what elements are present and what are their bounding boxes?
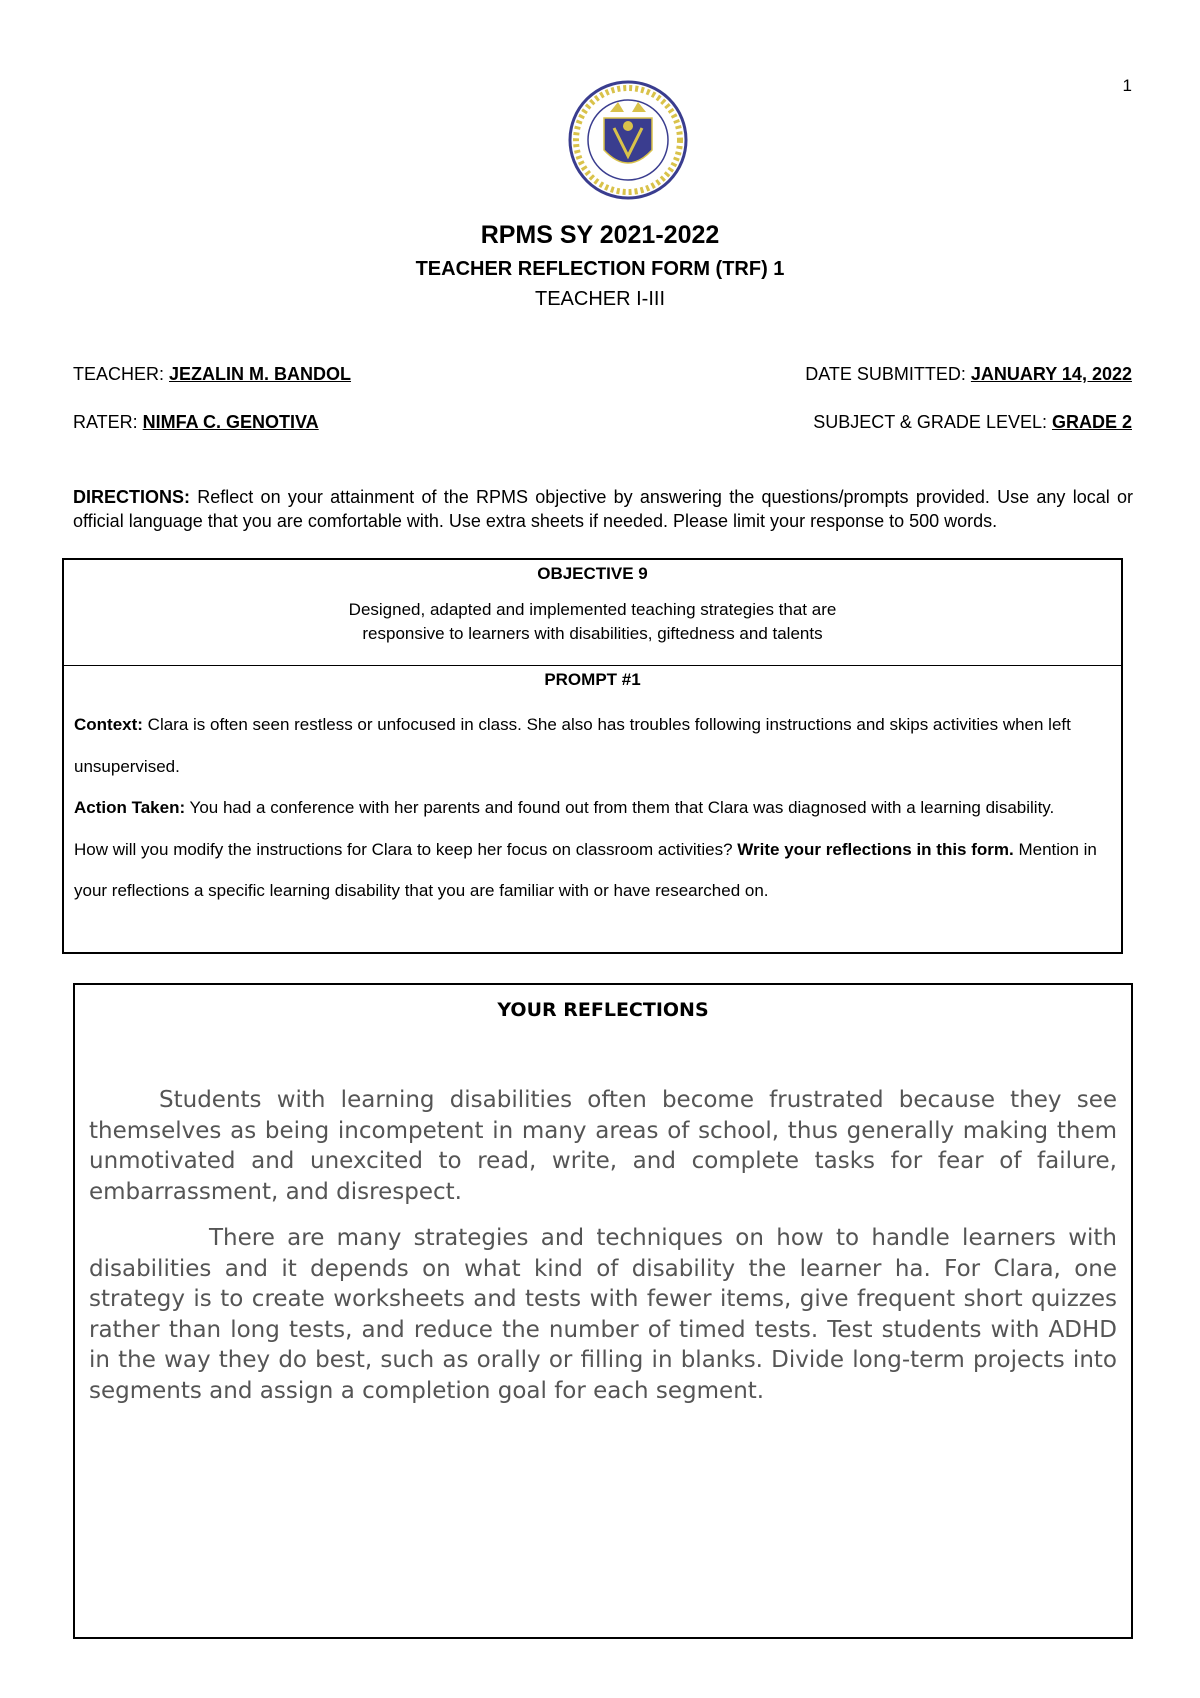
objective-cell xyxy=(64,560,1121,666)
directions-label: DIRECTIONS: xyxy=(73,487,190,507)
objective-title: OBJECTIVE 9 xyxy=(537,564,648,583)
teacher-value: JEZALIN M. BANDOL xyxy=(169,364,352,384)
objective-line-1: Designed, adapted and implemented teaching strategies that are xyxy=(348,600,837,619)
objective-prompt-table xyxy=(62,558,1123,954)
rater-field xyxy=(73,412,319,433)
position-title: TEACHER I-III xyxy=(534,288,665,310)
context-label: Context: xyxy=(74,715,143,734)
teacher-label: TEACHER: xyxy=(73,364,170,384)
date-submitted-label: DATE SUBMITTED: xyxy=(805,364,971,384)
form-title: RPMS SY 2021-2022 xyxy=(480,221,720,249)
action-label: Action Taken: xyxy=(74,798,186,818)
rater-value: NIMFA C. GENOTIVA xyxy=(142,412,319,432)
reflections-box xyxy=(73,983,1133,1639)
question-tail: Mention in your reflections a specific learning disability that you are familiar with or have researched on. xyxy=(74,839,1097,901)
date-submitted-value: JANUARY 14, 2022 xyxy=(970,364,1132,384)
reflection-paragraph-2: There are many strategies and techniques on how to handle learners with disabilities and it depends on what kind of disability the learner ha. For Clara, one strategy is to create worksheets and tests with fewer items, give frequent short quizzes rather than long tests, and reduce the number of timed tests. Test students with ADHD in the way they do best, such as orally or filling in blanks. Divide long-term projects into segments and assign a completion goal for each segment. xyxy=(89,1225,1117,1404)
question-bold: Write your reflections in this form. xyxy=(737,839,1014,859)
directions xyxy=(73,485,1133,533)
reflections-title: YOUR REFLECTIONS xyxy=(497,999,709,1021)
action-text: You had a conference with her parents and found out from them that Clara was diagnosed with a learning disability. xyxy=(185,798,1055,818)
deped-seal-icon xyxy=(566,78,690,202)
subject-grade-field xyxy=(813,412,1132,433)
prompt-body xyxy=(74,704,1114,912)
context-text: Clara is often seen restless or unfocused in class. She also has troubles following instructions and skips activities when left unsupervised. xyxy=(74,715,1071,776)
prompt-title: PROMPT #1 xyxy=(544,670,641,689)
objective-line-2: responsive to learners with disabilities, giftedness and talents xyxy=(362,624,823,643)
directions-text: Reflect on your attainment of the RPMS objective by answering the questions/prompts provided. Use any local or official language that you are comfortable with. Use extra sheets if needed. Please limit your response to 500 words. xyxy=(73,487,1133,531)
question-text: How will you modify the instructions for Clara to keep her focus on classroom activities? xyxy=(74,839,738,859)
teacher-field xyxy=(73,364,351,385)
prompt-context xyxy=(74,704,1114,787)
reflection-paragraph-1: Students with learning disabilities often become frustrated because they see themselves as being incompetent in many areas of school, thus generally making them unmotivated and unexcited to read, write, and complete tasks for fear of failure, embarrassment, and disrespect. xyxy=(89,1087,1117,1205)
prompt-action xyxy=(74,787,1114,829)
prompt-question xyxy=(74,829,1114,912)
reflections-body xyxy=(89,1085,1117,1422)
page-number: 1 xyxy=(1122,76,1132,95)
subject-grade-value: GRADE 2 xyxy=(1051,412,1132,432)
date-submitted-field xyxy=(805,364,1132,385)
subject-grade-label: SUBJECT & GRADE LEVEL: xyxy=(813,412,1052,432)
rater-label: RATER: xyxy=(73,412,143,432)
objective-description xyxy=(64,598,1121,646)
form-subtitle: TEACHER REFLECTION FORM (TRF) 1 xyxy=(415,258,785,280)
